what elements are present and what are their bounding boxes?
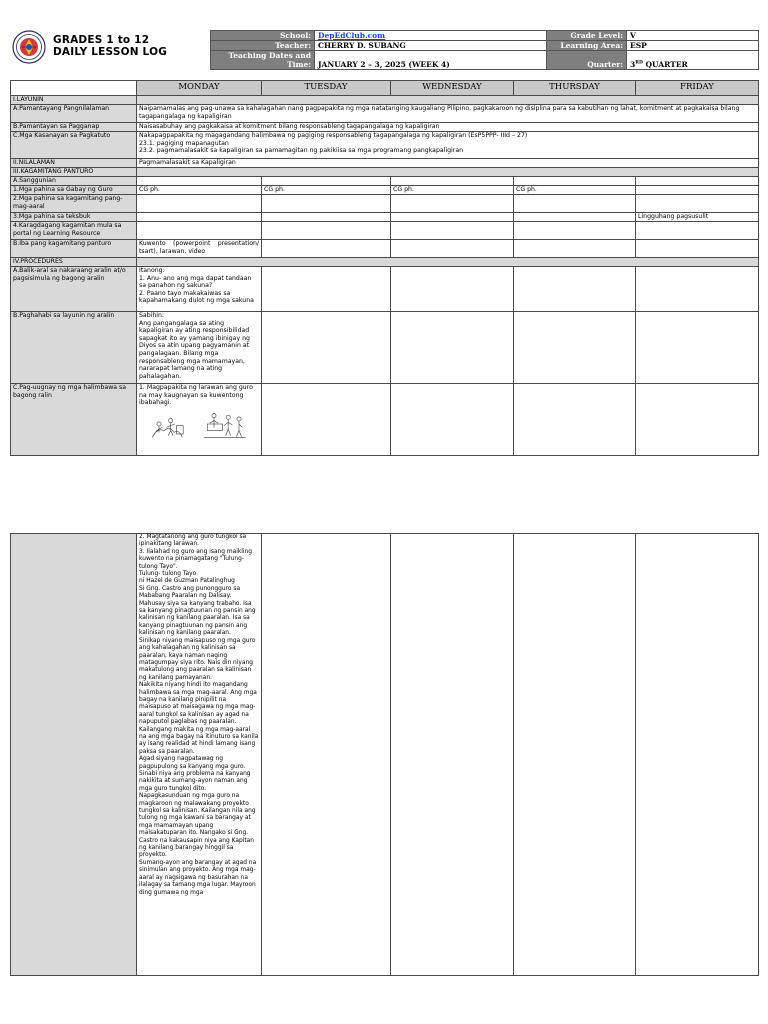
cell xyxy=(514,267,636,312)
table-row xyxy=(11,213,759,222)
cell xyxy=(636,534,759,976)
cg-ph-tuesday: CG ph. xyxy=(262,186,391,195)
cell xyxy=(514,177,636,186)
teksbuk-friday: Lingguhang pagsusulit xyxy=(636,213,759,222)
nilalaman-text: Pagmamalasakit sa Kapaligiran xyxy=(137,159,759,168)
row-label-gabay: 1.Mga pahina sa Gabay ng Guro xyxy=(11,186,137,195)
section-row-layunin xyxy=(11,96,759,105)
cell xyxy=(636,222,759,240)
cell xyxy=(262,384,391,456)
quarter-word: QUARTER xyxy=(642,60,688,69)
table-row xyxy=(11,384,759,456)
cell xyxy=(137,222,262,240)
day-header-friday: FRIDAY xyxy=(636,81,759,96)
cell xyxy=(391,267,514,312)
document-title xyxy=(53,34,167,58)
cell xyxy=(262,213,391,222)
cell xyxy=(636,195,759,213)
cell xyxy=(262,240,391,258)
school-link[interactable]: DepEdClub.com xyxy=(315,31,547,41)
lesson-grid-page-2 xyxy=(10,533,759,976)
cell xyxy=(636,267,759,312)
section-kagamitan: III.KAGAMITANG PANTURO xyxy=(11,168,137,177)
table-row xyxy=(11,222,759,240)
corner-cell xyxy=(11,81,137,96)
teacher-value: CHERRY D. SUBANG xyxy=(315,41,547,51)
cell xyxy=(391,195,514,213)
paghahabi-monday: Sabihin: Ang pangangalaga sa ating kapaligiran ay ating responsibilidad sapagkat ito ay yamang ibinigay ng Diyos sa atin upang pagyamanin at pangalagaan. Bilang mga responsableng mga mamamayan, nararapat lamang na ating pahalagahan. xyxy=(137,312,262,384)
iba-monday: Kuwento (powerpoint presentation/ tsart), larawan, video xyxy=(137,240,262,258)
row-label-sanggunian: A.Sanggunian xyxy=(11,177,137,186)
quarter-value xyxy=(627,51,759,70)
table-row xyxy=(11,132,759,159)
cell xyxy=(262,177,391,186)
pag-uugnay-monday xyxy=(137,384,262,456)
section-fill xyxy=(137,96,759,105)
story-continued-monday: 2. Magtatanong ang guro tungkol sa ipinakitang larawan. 3. Ilalahad ng guro ang isang maikling kuwento na pinamagatang "Tulung-tulong Tayo". Tulung- tulong Tayo ni Hazel de Guzman Patalinghug Si Gng. Castro ang punongguro sa Mababang Paaralan ng Dalisay. Mahusay siya sa kanyang trabaho. Isa sa kanyang pinagtuunan ng pansin ang kalinisan ng kanilang paaralan. Isa sa kanyang pinagtuunan ng pansin ang kalinisan ng kanilang paaralan. Sinikap niyang maisapuso ng mga guro ang kahalagahan ng kalinisan sa paaralan, kaya naman naging matagumpay siya rito. Nais din niyang makatulong ang paaralan sa kalinisan ng kanilang pamayanan. Nakikita niyang hindi ito magandang halimbawa sa mga mag-aaral. Ang mga bagay na kanilang pinipilit na maisapuso at maisagawa ng mga mag-aaral tungkol sa kalinisan ay agad na napuputol paglabas ng paaralan. Kailangang makita ng mga mag-aaral na ang mga bagay na itinuturo sa kanila ay isang realidad at hindi lamang isang paksa sa paaralan. Agad siyang nagpatawag ng pagpupulong sa kanyang mga guro. Sinabi niya ang problema na kanyang nakikita at sumang-ayon naman ang mga guro tungkol dito. Napagkasunduan ng mga guro na magkaroon ng malawakang proyekto tungkol sa kalinisan. Kailangan nila ang tulong ng mga kawani sa barangay at mga mamamayan upang maisakatuparan ito. Nangako si Gng. Castro na kakausapin niya ang Kapitan ng kanilang barangay hinggil sa proyekto. Sumang-ayon ang barangay at agad na sinimulan ang proyekto. Ang mga mag-aaral ay nagsigawa ng basurahan na ilalagay sa tamang mga lugar. Mayroon ding gumawa ng mga xyxy=(137,534,262,976)
row-label-kagamitang-mag-aaral: 2.Mga pahina sa kagamitang pang-mag-aaral xyxy=(11,195,137,213)
table-row xyxy=(11,177,759,186)
day-header-thursday: THURSDAY xyxy=(514,81,636,96)
cell xyxy=(514,312,636,384)
cell xyxy=(391,213,514,222)
day-header-wednesday: WEDNESDAY xyxy=(391,81,514,96)
section-layunin: I.LAYUNIN xyxy=(11,96,137,105)
cell xyxy=(137,213,262,222)
dates-value: JANUARY 2 – 3, 2025 (WEEK 4) xyxy=(315,51,547,70)
row-label-pagganap: B.Pamantayan sa Pagganap xyxy=(11,123,137,132)
table-row xyxy=(11,240,759,258)
cell xyxy=(391,240,514,258)
row-label-iba: B.Iba pang kagamitang panturo xyxy=(11,240,137,258)
day-header-tuesday: TUESDAY xyxy=(262,81,391,96)
quarter-suffix: RD xyxy=(635,60,643,66)
table-row xyxy=(11,123,759,132)
cell xyxy=(137,177,262,186)
cell xyxy=(636,186,759,195)
pangnilalaman-text: Naipamamalas ang pag-unawa sa kahalagahan nang pagpapakita ng mga natatanging kaugaliang Pilipino, pagkakaroon ng disiplina para sa kabutihan ng lahat, komitment at pagkakaisa bilang tagapangalaga ng kapaligiran xyxy=(137,105,759,123)
quarter-label: Quarter: xyxy=(547,51,627,70)
cell xyxy=(636,240,759,258)
cell xyxy=(514,240,636,258)
section-row-kagamitan xyxy=(11,168,759,177)
row-label-paghahabi: B.Paghahabi sa layunin ng aralin xyxy=(11,312,137,384)
cell xyxy=(262,267,391,312)
cell xyxy=(391,177,514,186)
cell xyxy=(262,312,391,384)
grade-value: V xyxy=(627,31,759,41)
cg-ph-thursday: CG ph. xyxy=(514,186,636,195)
cell xyxy=(262,195,391,213)
cell xyxy=(514,534,636,976)
table-row xyxy=(11,312,759,384)
cell xyxy=(514,213,636,222)
kasanayan-text: Nakapagpapakita ng magagandang halimbawa ng pagiging responsableng tagapangalaga ng kapaligiran (EsP5PPP- IIId – 27) 23.1. pagiging mapanagutan 23.2. pagmamalasakit sa kapaligiran sa pamamagitan ng pakikiisa sa mga programang pangkapaligiran xyxy=(137,132,759,159)
cleanup-illustration xyxy=(139,409,259,439)
day-header-monday: MONDAY xyxy=(137,81,262,96)
grade-label: Grade Level: xyxy=(547,31,627,41)
row-label-karagdagang: 4.Karagdagang kagamitan mula sa portal ng Learning Resource xyxy=(11,222,137,240)
table-row xyxy=(11,534,759,976)
cell xyxy=(636,384,759,456)
table-row xyxy=(11,186,759,195)
deped-seal-icon xyxy=(12,30,46,64)
section-row-procedures xyxy=(11,258,759,267)
balik-aral-monday: Itanong: 1. Anu- ano ang mga dapat tandaan sa panahon ng sakuna? 2. Paano tayo makakaiwas sa kapahamakang dulot ng mga sakuna xyxy=(137,267,262,312)
cell xyxy=(391,312,514,384)
cell xyxy=(514,384,636,456)
row-label-pangnilalaman: A.Pamantayang Pangnilalaman xyxy=(11,105,137,123)
section-procedures: IV.PROCEDURES xyxy=(11,258,137,267)
cell xyxy=(262,534,391,976)
header-info-table xyxy=(210,30,759,70)
days-header-row xyxy=(11,81,759,96)
table-row xyxy=(11,105,759,123)
table-row xyxy=(11,159,759,168)
quarter-number: 3 xyxy=(630,60,636,69)
area-value: ESP xyxy=(627,41,759,51)
pagganap-text: Naisasabuhay ang pagkakaisa at komitment bilang responsableng tagapangalaga ng kapaligiran xyxy=(137,123,759,132)
row-label-kasanayan: C.Mga Kasanayan sa Pagkatuto xyxy=(11,132,137,159)
table-row xyxy=(11,267,759,312)
teacher-label: Teacher: xyxy=(211,41,315,51)
table-row xyxy=(11,195,759,213)
cg-ph-monday: CG ph. xyxy=(137,186,262,195)
lesson-grid-page-1 xyxy=(10,80,759,456)
dates-label xyxy=(211,51,315,70)
row-label-balik-aral: A.Balik-aral sa nakaraang aralin at/o pagsisimula ng bagong aralin xyxy=(11,267,137,312)
cell xyxy=(391,534,514,976)
title-line-2: DAILY LESSON LOG xyxy=(53,46,168,58)
cg-ph-wednesday: CG ph. xyxy=(391,186,514,195)
cell xyxy=(391,222,514,240)
title-line-1: GRADES 1 to 12 xyxy=(53,34,150,46)
cell xyxy=(636,312,759,384)
cell xyxy=(391,384,514,456)
row-label-continued xyxy=(11,534,137,976)
row-label-nilalaman: II.NILALAMAN xyxy=(11,159,137,168)
row-label-pag-uugnay: C.Pag-uugnay ng mga halimbawa sa bagong ralin xyxy=(11,384,137,456)
area-label: Learning Area: xyxy=(547,41,627,51)
pag-uugnay-text: 1. Magpapakita ng larawan ang guro na may kaugnayan sa kuwentong ibabahagi. xyxy=(139,384,253,407)
row-label-teksbuk: 3.Mga pahina sa teksbuk xyxy=(11,213,137,222)
section-fill xyxy=(137,258,759,267)
cell xyxy=(514,195,636,213)
cell xyxy=(636,177,759,186)
section-fill xyxy=(137,168,759,177)
cell xyxy=(514,222,636,240)
school-label: School: xyxy=(211,31,315,41)
cell xyxy=(262,222,391,240)
cell xyxy=(137,195,262,213)
dates-label-line-1: Teaching Dates and xyxy=(228,51,311,60)
dates-label-line-2: Time: xyxy=(287,60,311,69)
